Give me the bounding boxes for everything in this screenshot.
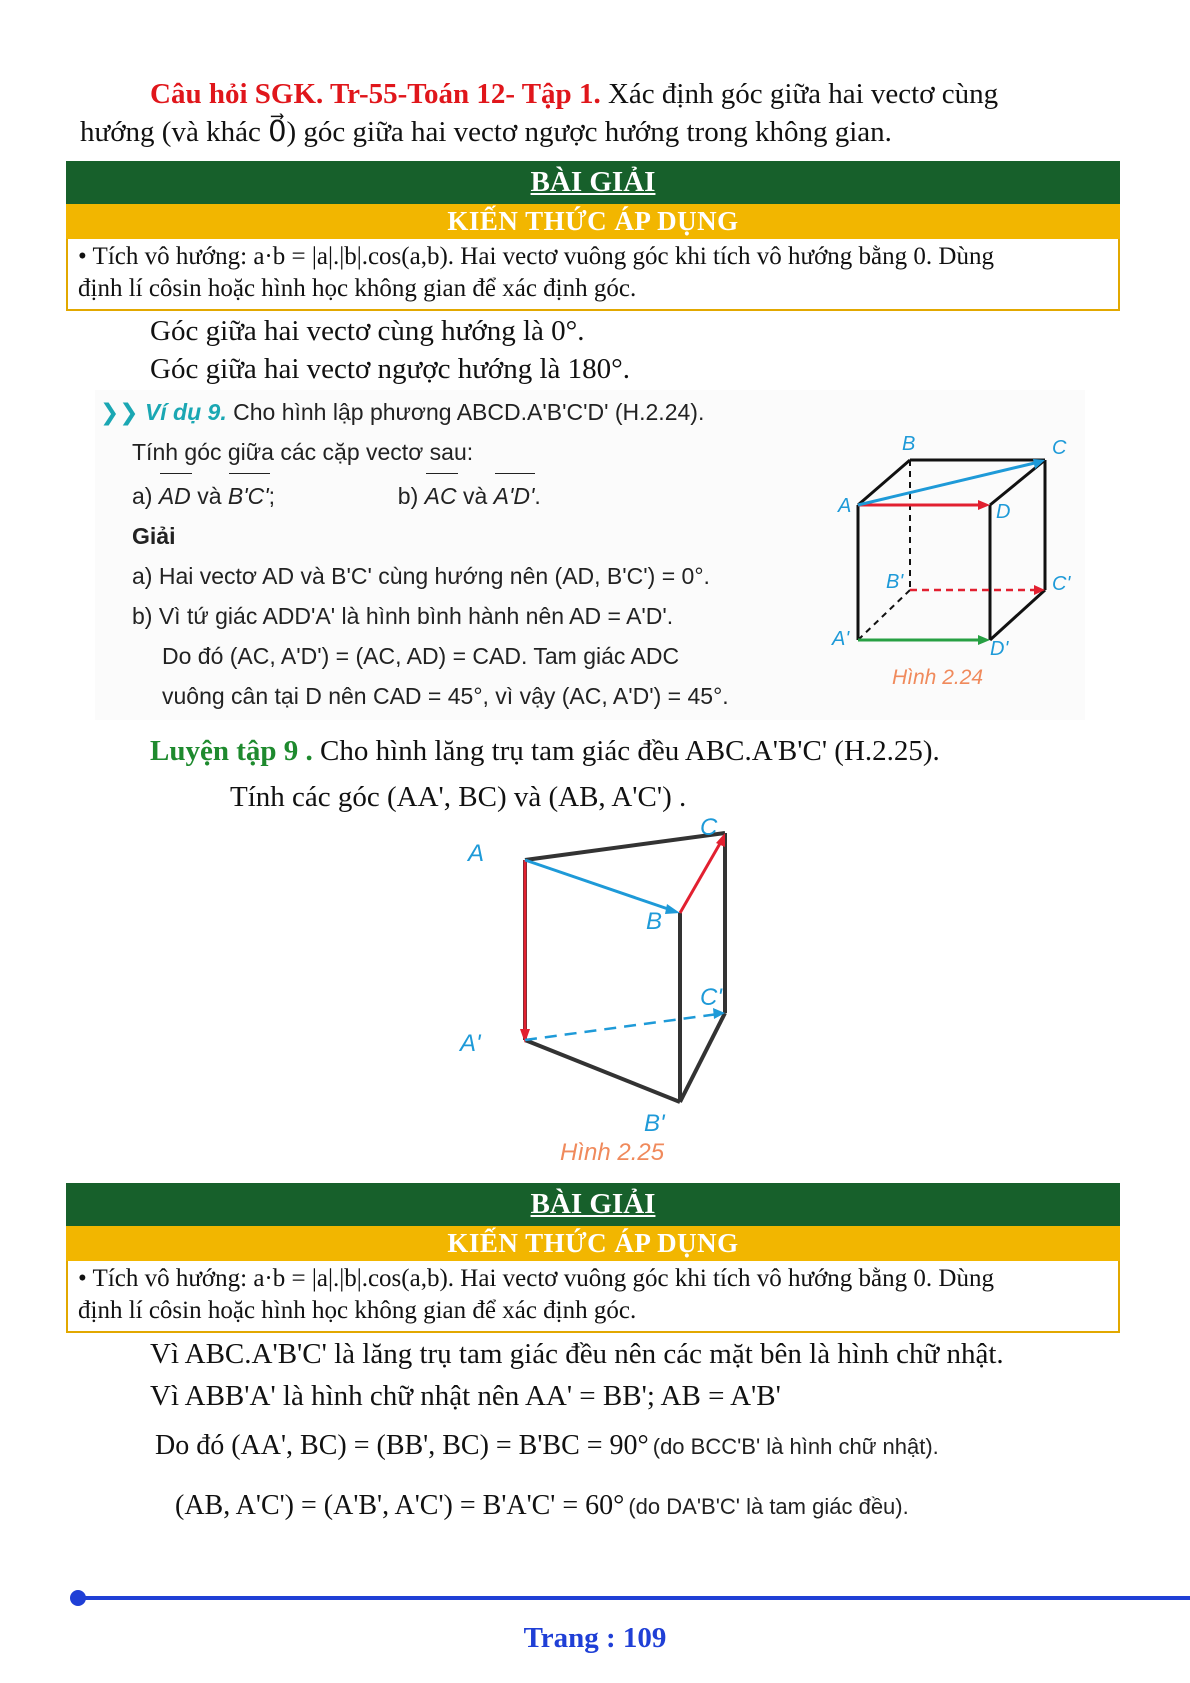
arrowhead-ad: [978, 500, 990, 510]
knowledge-header: KIẾN THỨC ÁP DỤNG: [66, 204, 1120, 239]
edge-ac: [525, 833, 725, 860]
cube-label-d-prime: D': [990, 638, 1009, 660]
solution-header: BÀI GIẢI: [66, 161, 1120, 204]
question-label: Câu hỏi SGK. Tr-55-Toán 12- Tập 1.: [150, 78, 601, 110]
example-label: Ví dụ 9.: [144, 399, 227, 425]
practice-text: Cho hình lăng trụ tam giác đều ABC.A'B'C' (H.2.25).: [312, 735, 940, 767]
example-line-b1: b) Vì tứ giác ADD'A' là hình bình hành nên AD = A'D'.: [132, 603, 674, 629]
knowledge-header-2: KIẾN THỨC ÁP DỤNG: [66, 1226, 1120, 1261]
vector-ad: AD: [159, 476, 191, 516]
equation-1-text: Do đó (AA', BC) = (BB', BC) = B'BC = 90°: [155, 1430, 649, 1461]
equation-2-note: (do DA'B'C' là tam giác đều).: [628, 1494, 909, 1519]
prism-label-a: A: [468, 840, 485, 867]
part-b-prefix: b): [397, 483, 419, 509]
example-line-b2: Do đó (AC, A'D') = (AC, AD) = CAD. Tam giác ADC: [162, 643, 680, 669]
cube-label-a: A: [838, 495, 852, 517]
question-text-2: hướng (và khác 0⃗) góc giữa hai vectơ ngược hướng trong không gian.: [80, 116, 892, 148]
practice-label: Luyện tập 9 .: [150, 735, 313, 767]
part-a-end: ;: [268, 483, 275, 509]
knowledge-box: [66, 239, 1120, 311]
vector-ab: [525, 860, 674, 911]
example-task: Tính góc giữa các cặp vectơ sau:: [132, 439, 474, 465]
prism-label-a-prime: A': [460, 1030, 481, 1057]
question: [80, 75, 1110, 151]
page-number: Trang : 109: [523, 1622, 667, 1654]
example-marker: ❯❯: [100, 399, 139, 425]
arrowhead-ab: [665, 904, 680, 914]
vector-ad-prime: A'D': [494, 476, 535, 516]
equation-2-text: (AB, A'C') = (A'B', A'C') = B'A'C' = 60°: [175, 1490, 625, 1521]
equation-1: [155, 1430, 1115, 1462]
cube-figure: [820, 430, 1100, 700]
vector-ac: AC: [425, 476, 457, 516]
example-line-b3: vuông cân tại D nên CAD = 45°, vì vậy (AC, A'D') = 45°.: [162, 683, 729, 709]
part-a-prefix: a): [132, 483, 153, 509]
prism-label-b: B: [646, 908, 663, 935]
answer-2: [150, 1335, 1110, 1415]
answer-2-line-1: Vì ABC.A'B'C' là lăng trụ tam giác đều nên các mặt bên là hình chữ nhật.: [150, 1338, 1004, 1370]
answer-1-line-2: Góc giữa hai vectơ ngược hướng là 180°.: [150, 353, 631, 385]
prism-figure: [460, 814, 800, 1166]
answer-2-line-2: Vì ABB'A' là hình chữ nhật nên AA' = BB'; AB = A'B': [150, 1380, 781, 1412]
equation-2: [175, 1490, 1115, 1522]
practice-line-2: Tính các góc (AA', BC) và (AB, A'C') .: [230, 781, 687, 813]
example-text: [100, 392, 760, 716]
cube-label-c: C: [1052, 437, 1067, 459]
cube-label-b: B: [902, 433, 916, 455]
cube-label-a-prime: A': [832, 628, 850, 650]
example-line-a: a) Hai vectơ AD và B'C' cùng hướng nên (AD, B'C') = 0°.: [132, 563, 710, 589]
part-b-end: .: [534, 483, 541, 509]
edge-a-prime-b-prime: [858, 590, 910, 640]
footer-line: [78, 1596, 1190, 1600]
knowledge-line-1: • Tích vô hướng: a·b = |a|.|b|.cos(a,b). Hai vectơ vuông góc khi tích vô hướng bằng 0. Dùng: [78, 243, 994, 270]
example-intro: Cho hình lập phương ABCD.A'B'C'D' (H.2.24).: [226, 399, 705, 425]
arrowhead-ac: [1033, 459, 1045, 469]
knowledge-2-line-2: định lí côsin hoặc hình học không gian để xác định góc.: [78, 1297, 637, 1324]
vector-a-prime-c-prime: [525, 1014, 718, 1040]
edge-a-prime-b-prime: [525, 1040, 680, 1102]
prism-label-b-prime: B': [644, 1110, 665, 1137]
part-a-mid: và: [197, 483, 222, 509]
answer-1-line-1: Góc giữa hai vectơ cùng hướng là 0°.: [150, 315, 585, 347]
edge-c-prime-d-prime: [990, 590, 1045, 640]
cube-label-c-prime: C': [1052, 573, 1071, 595]
knowledge-box-2: [66, 1261, 1120, 1333]
knowledge-line-2: định lí côsin hoặc hình học không gian để xác định góc.: [78, 275, 637, 302]
equation-1-note: (do BCC'B' là hình chữ nhật).: [652, 1434, 939, 1459]
answer-1: [150, 312, 630, 388]
arrowhead-a-prime-d-prime: [978, 635, 990, 645]
figure-caption-224: Hình 2.24: [892, 666, 984, 689]
part-b-mid: và: [462, 483, 488, 509]
prism-label-c-prime: C': [700, 984, 722, 1011]
cube-label-b-prime: B': [886, 571, 904, 593]
solution-header-2: BÀI GIẢI: [66, 1183, 1120, 1226]
vector-bc: [680, 840, 722, 913]
question-text-1: Xác định góc giữa hai vectơ cùng: [600, 78, 999, 110]
vector-ac-line: [858, 462, 1039, 505]
edge-b-prime-c-prime: [680, 1013, 725, 1102]
cube-label-d: D: [996, 501, 1011, 523]
figure-caption-225: Hình 2.25: [560, 1139, 665, 1166]
vector-bc-prime: B'C': [228, 476, 269, 516]
example-solve-label: Giải: [132, 523, 176, 549]
prism-label-c: C: [700, 814, 718, 841]
practice: [150, 732, 1110, 816]
knowledge-2-line-1: • Tích vô hướng: a·b = |a|.|b|.cos(a,b). Hai vectơ vuông góc khi tích vô hướng bằng 0. Dùng: [78, 1265, 994, 1292]
example-parts: [100, 476, 760, 516]
